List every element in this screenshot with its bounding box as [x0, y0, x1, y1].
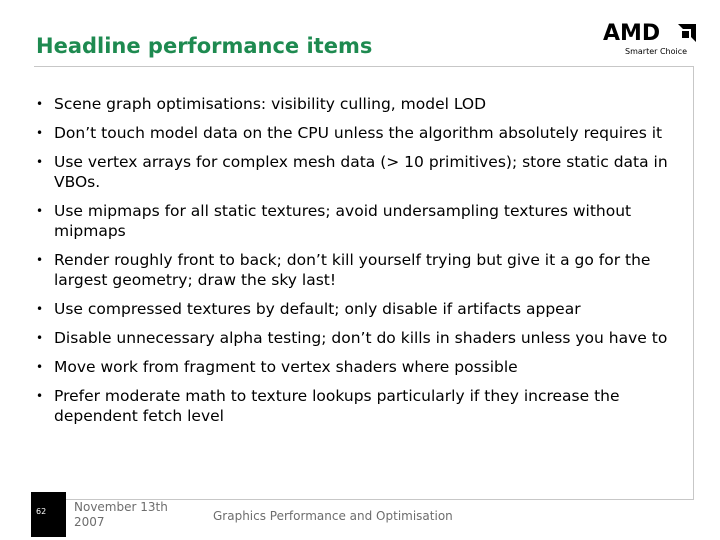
amd-logo	[603, 22, 695, 60]
bullet-marker: •	[36, 331, 44, 345]
bullet-text: Scene graph optimisations: visibility culling, model LOD	[54, 95, 487, 113]
footer-date: November 13th 2007	[74, 500, 168, 529]
bullet-marker: •	[36, 302, 44, 316]
bullet-marker: •	[36, 389, 44, 403]
bullet-item	[36, 328, 681, 348]
bullet-item	[36, 123, 681, 143]
bullet-text: Don’t touch model data on the CPU unless the algorithm absolutely requires it	[54, 124, 663, 142]
bullet-text: Use vertex arrays for complex mesh data (> 10 primitives); store static data in VBOs.	[54, 153, 668, 191]
bullet-item	[36, 201, 681, 241]
bullet-item	[36, 299, 681, 319]
bullet-marker: •	[36, 360, 44, 374]
bullet-marker: •	[36, 155, 44, 169]
bullet-text: Render roughly front to back; don’t kill yourself trying but give it a go for the largest geometry; draw the sky last!	[54, 251, 651, 289]
bullet-item	[36, 152, 681, 192]
bullet-marker: •	[36, 126, 44, 140]
amd-arrow-icon	[676, 24, 696, 44]
bullet-marker: •	[36, 204, 44, 218]
bullet-marker: •	[36, 253, 44, 267]
title-divider	[34, 66, 694, 67]
logo-tagline: Smarter Choice	[625, 47, 688, 56]
bullet-item	[36, 357, 681, 377]
bullet-marker: •	[36, 97, 44, 111]
bullet-item	[36, 386, 681, 426]
right-border-line	[693, 66, 694, 500]
page-number: 62	[36, 507, 47, 516]
bullet-text: Move work from fragment to vertex shaders where possible	[54, 358, 518, 376]
bullet-list	[36, 94, 681, 435]
slide-title: Headline performance items	[36, 34, 373, 58]
bullet-text: Use compressed textures by default; only disable if artifacts appear	[54, 300, 581, 318]
logo-wordmark: AMD	[603, 21, 661, 46]
bullet-item	[36, 94, 681, 114]
footer-presentation-title: Graphics Performance and Optimisation	[213, 509, 453, 523]
bullet-text: Use mipmaps for all static textures; avoid undersampling textures without mipmaps	[54, 202, 632, 240]
bullet-text: Disable unnecessary alpha testing; don’t do kills in shaders unless you have to	[54, 329, 668, 347]
bullet-text: Prefer moderate math to texture lookups particularly if they increase the dependent fetch level	[54, 387, 620, 425]
bullet-item	[36, 250, 681, 290]
